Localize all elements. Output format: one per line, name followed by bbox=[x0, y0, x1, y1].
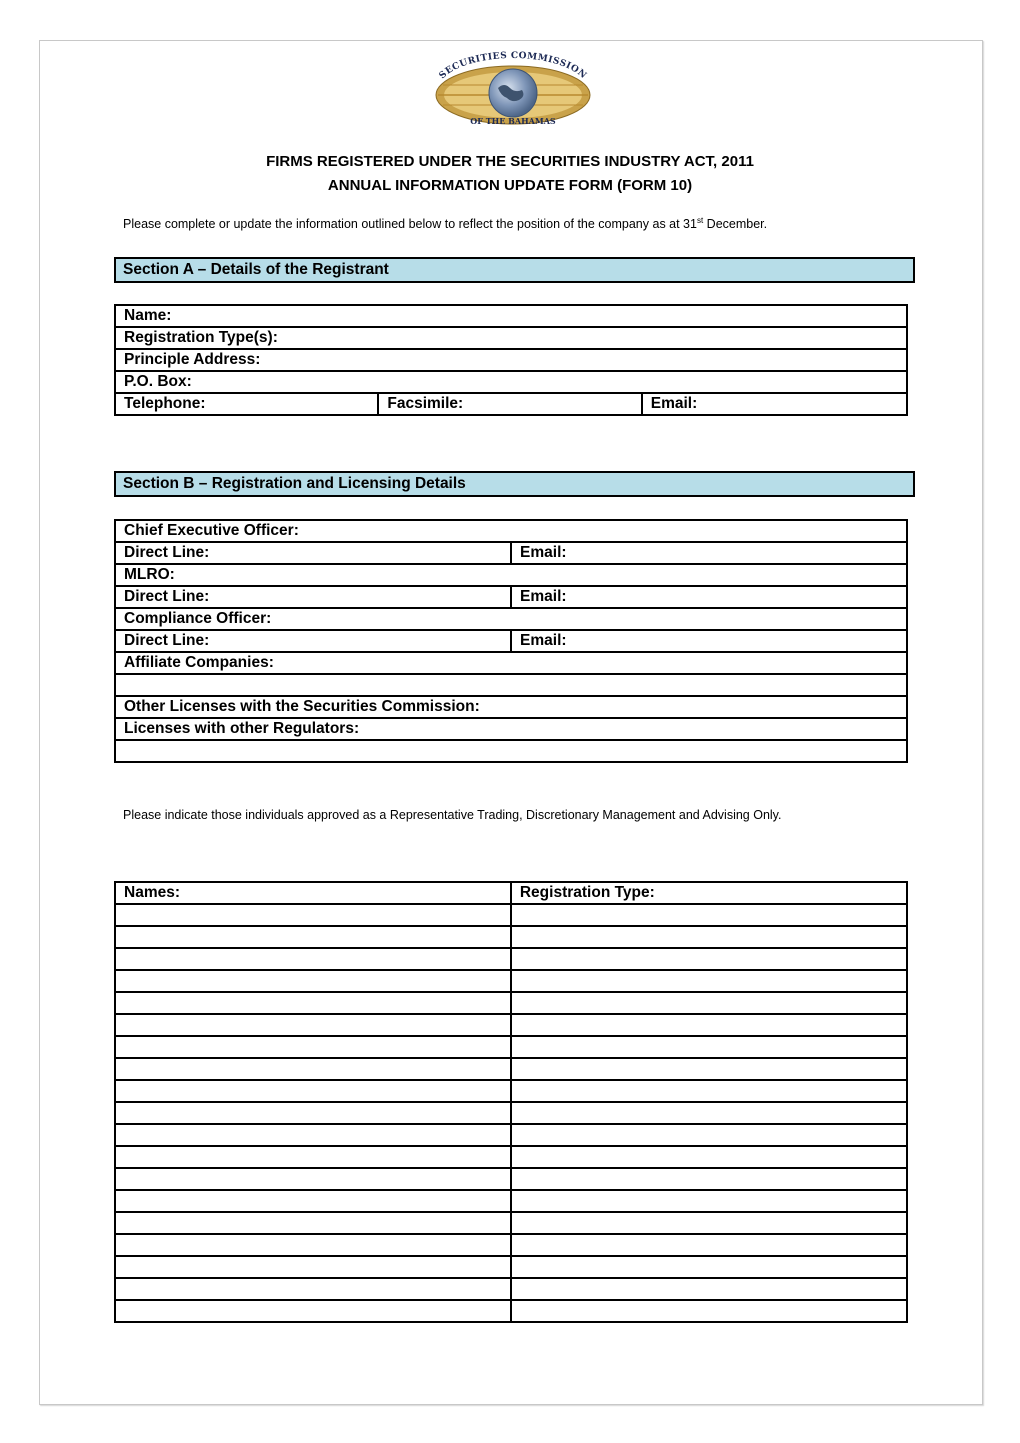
representative-row bbox=[115, 1278, 907, 1300]
representative-row bbox=[115, 1146, 907, 1168]
securities-commission-logo bbox=[428, 50, 598, 130]
other-regulators-field[interactable]: Licenses with other Regulators: bbox=[115, 718, 907, 740]
representative-registration-type-cell[interactable] bbox=[511, 1256, 907, 1278]
form-title-line2: ANNUAL INFORMATION UPDATE FORM (FORM 10) bbox=[327, 177, 693, 194]
representative-registration-type-cell[interactable] bbox=[511, 1080, 907, 1102]
representative-row bbox=[115, 1058, 907, 1080]
representative-registration-type-cell[interactable] bbox=[511, 948, 907, 970]
mlro-email-field[interactable]: Email: bbox=[511, 586, 907, 608]
representative-name-cell[interactable] bbox=[115, 1190, 511, 1212]
section-b-heading: Section B – Registration and Licensing Details bbox=[114, 471, 915, 497]
ceo-field[interactable]: Chief Executive Officer: bbox=[115, 520, 907, 542]
representative-name-cell[interactable] bbox=[115, 1278, 511, 1300]
representative-name-cell[interactable] bbox=[115, 1212, 511, 1234]
other-licenses-field[interactable]: Other Licenses with the Securities Commission: bbox=[115, 696, 907, 718]
intro-text-before: Please complete or update the information outlined below to reflect the position of the company as at 31 bbox=[123, 217, 697, 232]
form-title-line1: FIRMS REGISTERED UNDER THE SECURITIES INDUSTRY ACT, 2011 bbox=[266, 153, 754, 170]
other-regulators-blank[interactable] bbox=[115, 740, 907, 762]
facsimile-field[interactable]: Facsimile: bbox=[378, 393, 641, 415]
representative-name-cell[interactable] bbox=[115, 1256, 511, 1278]
representative-row bbox=[115, 1234, 907, 1256]
registration-type-header: Registration Type: bbox=[511, 882, 907, 904]
po-box-field[interactable]: P.O. Box: bbox=[115, 371, 907, 393]
representative-registration-type-cell[interactable] bbox=[511, 1212, 907, 1234]
representative-row bbox=[115, 948, 907, 970]
compliance-officer-field[interactable]: Compliance Officer: bbox=[115, 608, 907, 630]
representative-registration-type-cell[interactable] bbox=[511, 1014, 907, 1036]
name-field[interactable]: Name: bbox=[115, 305, 907, 327]
representative-row bbox=[115, 992, 907, 1014]
representative-registration-type-cell[interactable] bbox=[511, 1278, 907, 1300]
section-a-table bbox=[114, 304, 908, 416]
representative-name-cell[interactable] bbox=[115, 1080, 511, 1102]
representative-row bbox=[115, 1256, 907, 1278]
representative-name-cell[interactable] bbox=[115, 1300, 511, 1322]
compliance-direct-line-field[interactable]: Direct Line: bbox=[115, 630, 511, 652]
representative-row bbox=[115, 1300, 907, 1322]
intro-text-after: December. bbox=[703, 217, 768, 232]
registration-types-field[interactable]: Registration Type(s): bbox=[115, 327, 907, 349]
compliance-email-field[interactable]: Email: bbox=[511, 630, 907, 652]
intro-text bbox=[123, 216, 767, 231]
ceo-email-field[interactable]: Email: bbox=[511, 542, 907, 564]
principle-address-field[interactable]: Principle Address: bbox=[115, 349, 907, 371]
representative-name-cell[interactable] bbox=[115, 1058, 511, 1080]
representative-registration-type-cell[interactable] bbox=[511, 1058, 907, 1080]
logo-text-bottom: OF THE BAHAMAS bbox=[470, 116, 556, 126]
representative-registration-type-cell[interactable] bbox=[511, 1300, 907, 1322]
representative-row bbox=[115, 1102, 907, 1124]
representative-registration-type-cell[interactable] bbox=[511, 1102, 907, 1124]
representative-name-cell[interactable] bbox=[115, 904, 511, 926]
representative-row bbox=[115, 1168, 907, 1190]
representative-row bbox=[115, 1080, 907, 1102]
section-b-table bbox=[114, 519, 908, 763]
representative-name-cell[interactable] bbox=[115, 1146, 511, 1168]
representative-name-cell[interactable] bbox=[115, 970, 511, 992]
representative-registration-type-cell[interactable] bbox=[511, 1146, 907, 1168]
representative-registration-type-cell[interactable] bbox=[511, 926, 907, 948]
representatives-note: Please indicate those individuals approved as a Representative Trading, Discretionary Management and Advising Only. bbox=[123, 808, 782, 822]
representatives-table bbox=[114, 881, 908, 1323]
representative-registration-type-cell[interactable] bbox=[511, 904, 907, 926]
representative-name-cell[interactable] bbox=[115, 1102, 511, 1124]
representative-name-cell[interactable] bbox=[115, 992, 511, 1014]
representative-registration-type-cell[interactable] bbox=[511, 1168, 907, 1190]
representative-row bbox=[115, 1190, 907, 1212]
mlro-direct-line-field[interactable]: Direct Line: bbox=[115, 586, 511, 608]
logo-text-top: SECURITIES COMMISSION bbox=[437, 50, 589, 82]
representative-name-cell[interactable] bbox=[115, 1234, 511, 1256]
representative-row bbox=[115, 1036, 907, 1058]
mlro-field[interactable]: MLRO: bbox=[115, 564, 907, 586]
representative-registration-type-cell[interactable] bbox=[511, 1124, 907, 1146]
affiliate-companies-blank[interactable] bbox=[115, 674, 907, 696]
representative-name-cell[interactable] bbox=[115, 1124, 511, 1146]
representative-row bbox=[115, 1124, 907, 1146]
representative-row bbox=[115, 926, 907, 948]
representative-row bbox=[115, 1212, 907, 1234]
representative-registration-type-cell[interactable] bbox=[511, 970, 907, 992]
intro-superscript: st bbox=[696, 216, 704, 225]
representative-row bbox=[115, 970, 907, 992]
representative-name-cell[interactable] bbox=[115, 1014, 511, 1036]
representative-registration-type-cell[interactable] bbox=[511, 992, 907, 1014]
representative-registration-type-cell[interactable] bbox=[511, 1190, 907, 1212]
representative-name-cell[interactable] bbox=[115, 1036, 511, 1058]
representative-name-cell[interactable] bbox=[115, 948, 511, 970]
names-header: Names: bbox=[115, 882, 511, 904]
representative-name-cell[interactable] bbox=[115, 926, 511, 948]
representative-registration-type-cell[interactable] bbox=[511, 1036, 907, 1058]
representative-name-cell[interactable] bbox=[115, 1168, 511, 1190]
affiliate-companies-field[interactable]: Affiliate Companies: bbox=[115, 652, 907, 674]
email-field[interactable]: Email: bbox=[642, 393, 907, 415]
representative-registration-type-cell[interactable] bbox=[511, 1234, 907, 1256]
ceo-direct-line-field[interactable]: Direct Line: bbox=[115, 542, 511, 564]
representative-row bbox=[115, 904, 907, 926]
telephone-field[interactable]: Telephone: bbox=[115, 393, 378, 415]
representative-row bbox=[115, 1014, 907, 1036]
section-a-heading: Section A – Details of the Registrant bbox=[114, 257, 915, 283]
